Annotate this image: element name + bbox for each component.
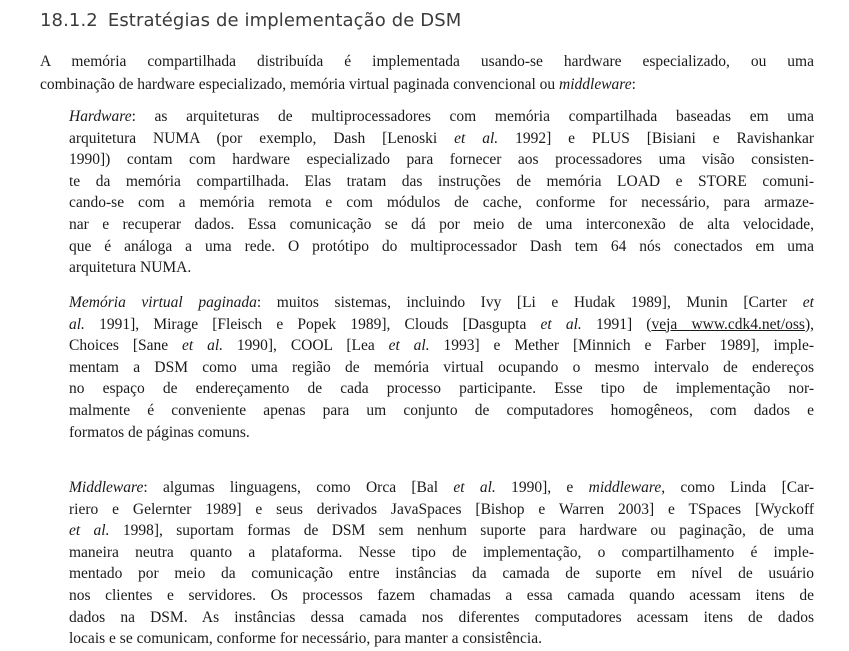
text-run: arquitetura NUMA. <box>69 259 192 277</box>
section-title: Estratégias de implementação de DSM <box>107 10 462 31</box>
text-line <box>69 292 814 314</box>
text-run: malmente é conveniente apenas para um conjunto de computadores homogêneos, com dados e <box>69 401 814 419</box>
text-line <box>69 149 814 171</box>
text-line <box>69 236 814 258</box>
text-run: 1991] ( <box>581 315 652 333</box>
text-run: cando-se com a memória remota e com módulos de cache, conforme for necessário, para armaze- <box>69 194 814 212</box>
text-line <box>69 499 814 521</box>
text-run: maneira neutra quanto a plataforma. Nesse tipo de implementação, o compartilhamento é imple- <box>69 543 814 561</box>
emphasis: et al. <box>540 315 582 333</box>
section-heading <box>40 10 461 31</box>
text-line <box>69 542 814 564</box>
text-run: : algumas linguagens, como Orca [Bal <box>143 479 454 496</box>
text-line <box>69 257 814 279</box>
text-line <box>69 607 814 629</box>
text-run: ), <box>804 315 815 333</box>
text-run: 1993] e Mether [Minnich e Farber 1989], imple- <box>429 337 815 355</box>
oss-link[interactable]: veja www.cdk4.net/oss <box>651 315 805 333</box>
text-run: mentado por meio da comunicação entre instâncias da camada de suporte em nível de usuário <box>69 565 814 583</box>
text-run: 1991], Mirage [Fleisch e Popek 1989], Clouds [Dasgupta <box>84 315 541 333</box>
text-run: mentam a DSM como uma região de memória virtual ocupando o mesmo intervalo de endereços <box>69 358 814 376</box>
emphasis: middleware <box>559 76 632 93</box>
emphasis: et al. <box>182 337 224 355</box>
text-run: formatos de páginas comuns. <box>69 423 250 441</box>
text-run: combinação de hardware especializado, memória virtual paginada convencional ou <box>40 76 560 93</box>
text-line <box>69 520 814 542</box>
text-line <box>69 192 814 214</box>
section-number: 18.1.2 <box>40 10 98 31</box>
paged-memory-paragraph <box>69 292 814 443</box>
text-run: 1990], COOL [Lea <box>223 337 389 355</box>
term-paged-virtual-memory: Memória virtual paginada <box>69 294 257 311</box>
text-run: , como Linda [Car- <box>661 479 815 496</box>
text-line <box>69 378 814 400</box>
text-run: 1992] e PLUS [Bisiani e Ravishankar <box>498 129 814 147</box>
term-hardware: Hardware <box>69 108 132 125</box>
text-run: : as arquiteturas de multiprocessadores com memória compartilhada baseadas em uma <box>131 108 814 125</box>
emphasis: et <box>802 294 814 311</box>
text-run: : <box>631 76 636 93</box>
emphasis: et al. <box>454 129 499 147</box>
text-line <box>69 400 814 422</box>
emphasis: al. <box>69 315 85 333</box>
middleware-paragraph <box>69 477 814 650</box>
text-line <box>69 171 814 193</box>
text-line <box>69 357 814 379</box>
text-run: A memória compartilhada distribuída é implementada usando-se hardware especializado, ou uma <box>40 53 814 70</box>
text-line <box>69 314 814 336</box>
emphasis: et al. <box>453 479 496 496</box>
text-line <box>69 628 814 650</box>
term-middleware: Middleware <box>69 479 144 496</box>
text-run: arquitetura NUMA (por exemplo, Dash [Lenoski <box>69 129 455 147</box>
text-run: que é análoga a uma rede. O protótipo do multiprocessador Dash tem 64 nós conectados em uma <box>69 237 814 255</box>
text-line <box>69 585 814 607</box>
text-line <box>69 106 814 128</box>
text-line <box>69 335 814 357</box>
text-line <box>69 422 814 444</box>
text-run: te da memória compartilhada. Elas tratam das instruções de memória LOAD e STORE comuni- <box>69 172 814 190</box>
text-line <box>69 477 814 499</box>
emphasis: et al. <box>388 337 430 355</box>
text-run: dados na DSM. As instâncias dessa camada nos diferentes computadores acessam itens de dados <box>69 608 814 626</box>
emphasis: middleware <box>588 479 662 496</box>
emphasis: et al. <box>69 522 110 540</box>
intro-paragraph <box>40 50 814 96</box>
text-run: nar e recuperar dados. Essa comunicação se dá por meio de uma interconexão de alta velocidade, <box>69 215 814 233</box>
text-run: 1990]) contam com hardware especializado para fornecer aos processadores uma visão consisten- <box>69 151 814 169</box>
text-run: locais e se comunicam, conforme for necessário, para manter a consistência. <box>69 630 542 648</box>
text-run: : muitos sistemas, incluindo Ivy [Li e Hudak 1989], Munin [Carter <box>256 294 803 311</box>
text-run: nos clientes e servidores. Os processos fazem chamadas a essa camada quando acessam itens de <box>69 586 814 604</box>
hardware-paragraph <box>69 106 814 279</box>
text-line <box>69 128 814 150</box>
text-run: no espaço de endereçamento de cada processo participante. Esse tipo de implementação nor- <box>69 380 814 398</box>
text-line <box>69 563 814 585</box>
text-run: riero e Gelernter 1989] e seus derivados JavaSpaces [Bishop e Warren 2003] e TSpaces [Wyckoff <box>69 500 814 518</box>
text-line <box>40 73 814 96</box>
text-run: 1998], suportam formas de DSM sem nenhum suporte para hardware ou paginação, de uma <box>109 522 814 540</box>
text-line <box>69 214 814 236</box>
text-line <box>40 50 814 73</box>
text-run: 1990], e <box>495 479 589 496</box>
text-run: Choices [Sane <box>69 337 182 355</box>
